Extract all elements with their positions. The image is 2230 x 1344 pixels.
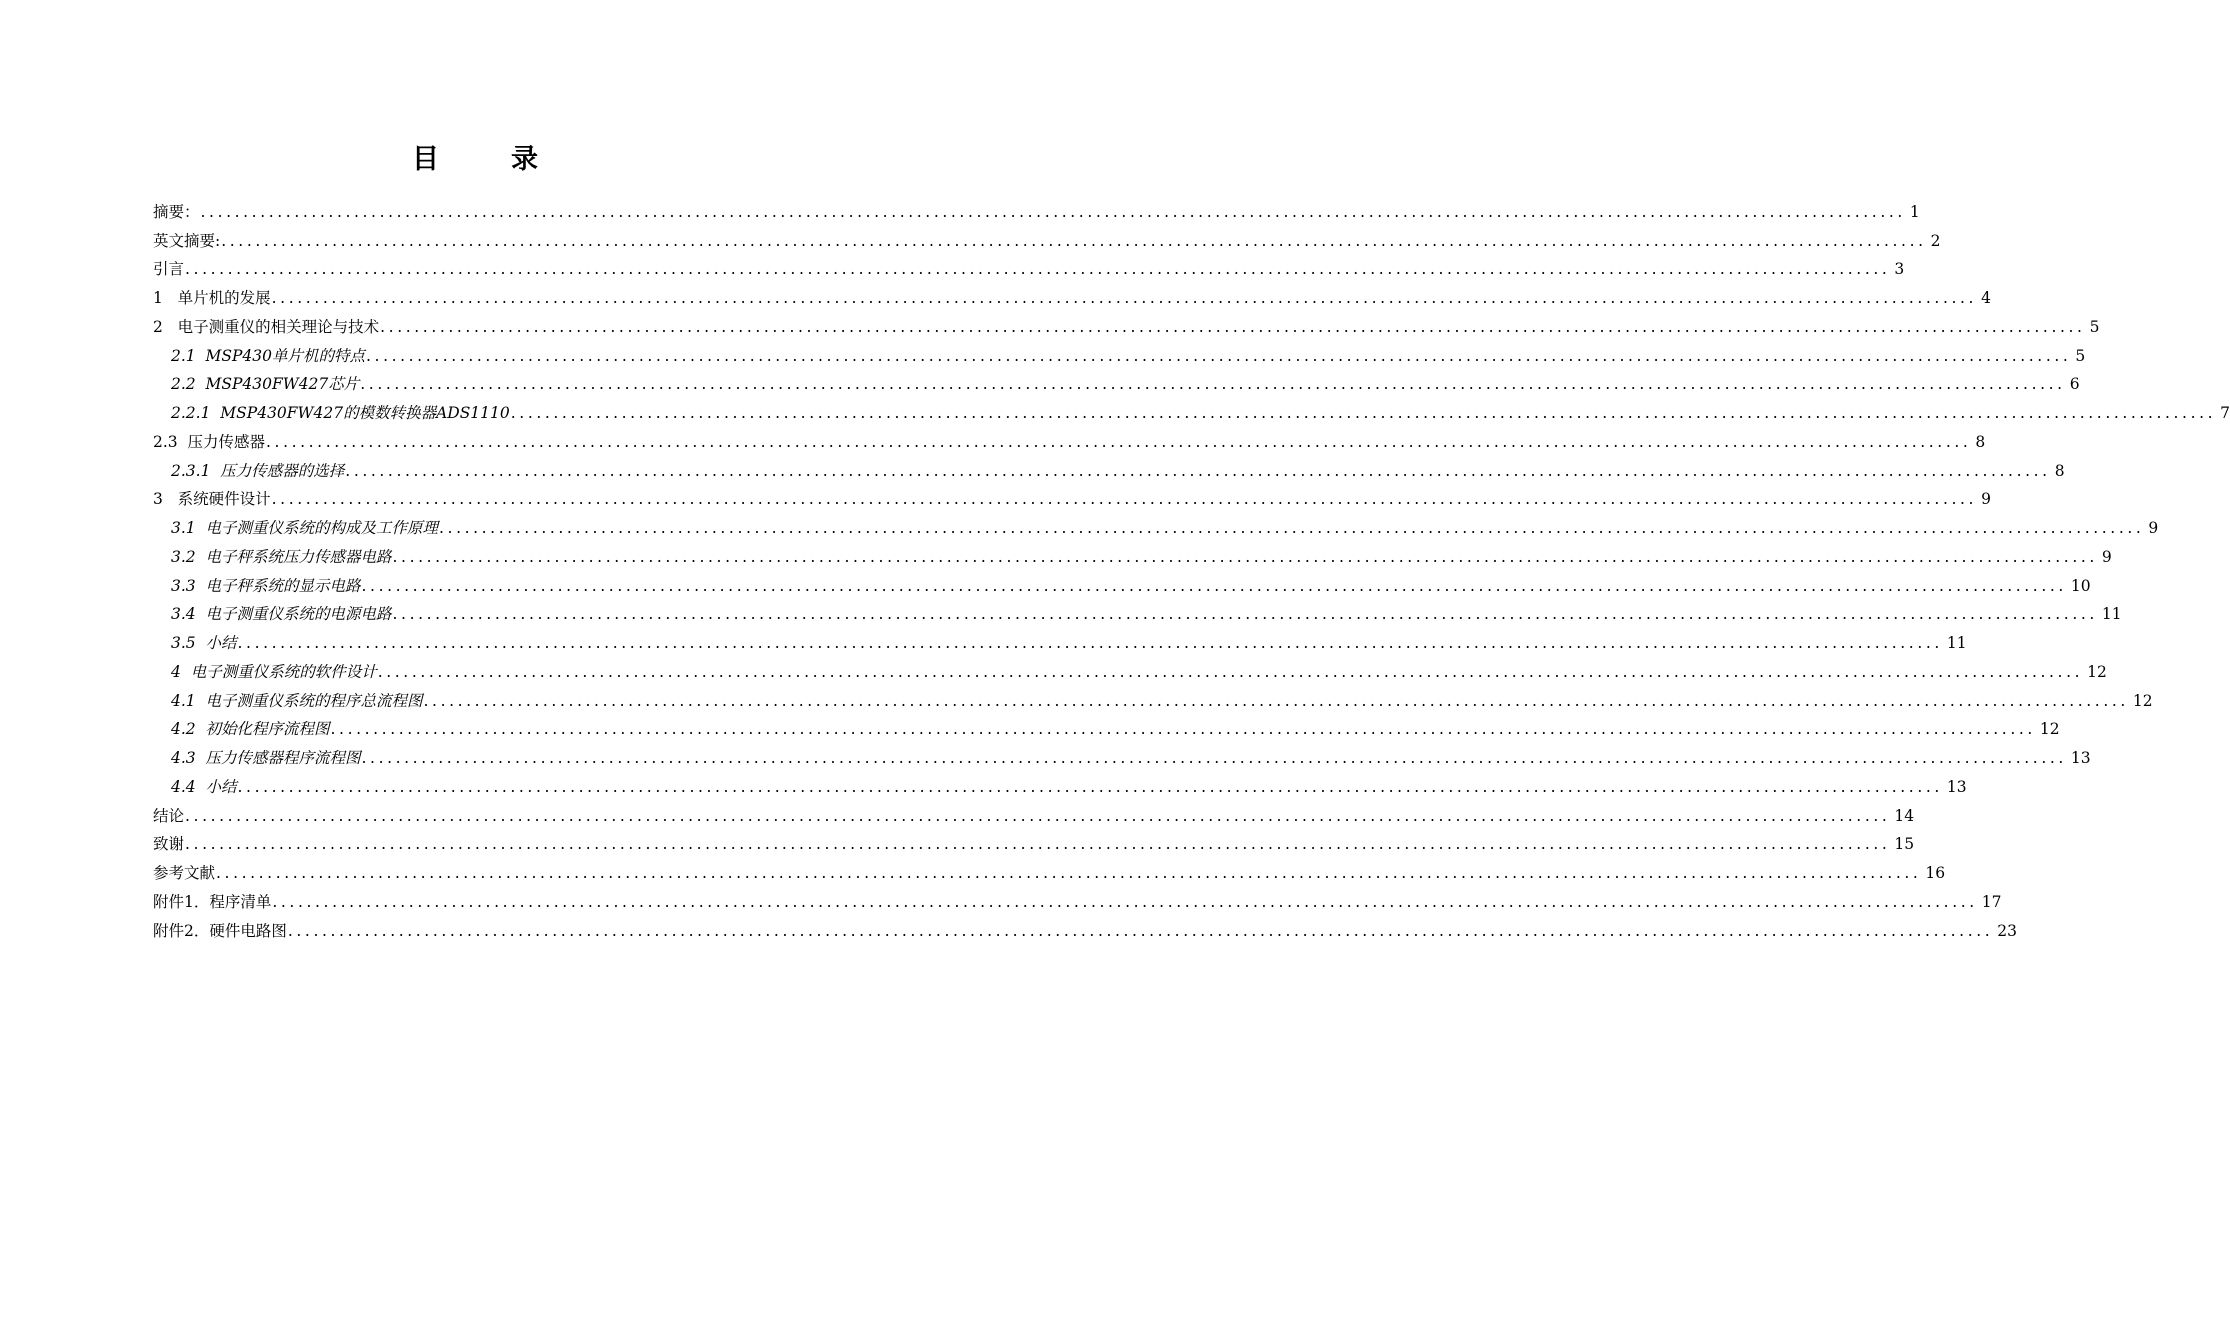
- toc-entry-page: 12: [2132, 691, 2153, 710]
- toc-entry-label: 3.3 电子秤系统的显示电路: [171, 576, 361, 595]
- toc-leader-dots: ........................................................................................................................................................................................................: [380, 317, 2086, 336]
- toc-entry[interactable]: [153, 768, 1967, 797]
- toc-entry-label: 3.5 小结: [171, 634, 237, 652]
- toc-entry-page: 12: [2039, 720, 2060, 739]
- toc-entry-page: 13: [2070, 749, 2091, 767]
- toc-entry-label: 附件2．硬件电路图: [153, 921, 287, 940]
- table-of-contents: [153, 193, 2230, 941]
- toc-entry[interactable]: [153, 366, 2080, 395]
- toc-leader-dots: ........................................................................................................................................................................................................: [287, 921, 1994, 940]
- toc-leader-dots: ........................................................................................................................................................................................................: [271, 289, 1978, 307]
- toc-entry-page: 23: [1997, 921, 2018, 940]
- toc-entry-page: 9: [2148, 519, 2159, 537]
- toc-leader-dots: ........................................................................................................................................................................................................: [185, 260, 1891, 279]
- toc-entry[interactable]: [153, 854, 1946, 883]
- toc-leader-dots: ........................................................................................................................................................................................................: [423, 691, 2129, 710]
- toc-entry-label: 2.1 MSP430单片机的特点: [171, 346, 366, 365]
- toc-entry-page: 15: [1894, 835, 1915, 854]
- toc-leader-dots: ........................................................................................................................................................................................................: [271, 490, 1978, 509]
- toc-entry-label: 2.2 MSP430FW427芯片: [171, 375, 360, 394]
- toc-entry[interactable]: [153, 251, 1905, 280]
- toc-entry-label: 结论: [153, 806, 185, 825]
- toc-title-char-2: 录: [511, 144, 538, 175]
- toc-leader-dots: ........................................................................................................................................................................................................: [439, 519, 2145, 537]
- toc-entry-page: 11: [2101, 605, 2122, 624]
- toc-leader-dots: ........................................................................................................................................................................................................: [392, 547, 2098, 566]
- toc-entry[interactable]: [153, 912, 2018, 941]
- toc-leader-dots: ........................................................................................................................................................................................................: [377, 662, 2084, 681]
- toc-entry-page: 1: [1909, 202, 1920, 221]
- toc-entry-page: 11: [1946, 634, 1967, 652]
- toc-entry-label: 附件1．程序清单: [153, 892, 272, 911]
- toc-entry-page: 6: [2069, 375, 2080, 394]
- toc-entry-page: 10: [2070, 576, 2091, 595]
- toc-entry-page: 13: [1946, 777, 1967, 796]
- toc-entry[interactable]: [153, 481, 1991, 510]
- toc-entry[interactable]: [153, 538, 2112, 567]
- toc-title: [0, 137, 950, 176]
- toc-entry-label: 参考文献: [153, 864, 216, 882]
- toc-leader-dots: ........................................................................................................................................................................................................: [272, 892, 1978, 911]
- toc-entry-label: 致谢: [153, 835, 185, 854]
- toc-entry-page: 16: [1925, 864, 1946, 882]
- toc-entry-page: 3: [1894, 260, 1905, 279]
- toc-entry[interactable]: [153, 826, 1915, 855]
- toc-entry-label: 摘要：: [153, 202, 200, 221]
- toc-entry-page: 9: [2101, 547, 2112, 566]
- toc-leader-dots: ........................................................................................................................................................................................................: [185, 806, 1891, 825]
- toc-entry-label: 英文摘要:: [153, 231, 221, 250]
- toc-entry[interactable]: [153, 596, 2122, 625]
- toc-entry-page: 14: [1894, 806, 1915, 825]
- toc-entry[interactable]: [153, 797, 1915, 826]
- toc-entry-label: 2.3.1 压力传感器的选择: [171, 461, 345, 480]
- toc-entry[interactable]: [153, 567, 2091, 596]
- toc-leader-dots: ........................................................................................................................................................................................................: [216, 864, 1922, 882]
- toc-entry-label: 3.4 电子测重仪系统的电源电路: [171, 605, 392, 624]
- toc-entry-label: 3 系统硬件设计: [153, 490, 271, 509]
- toc-entry[interactable]: [153, 423, 1986, 452]
- toc-leader-dots: ........................................................................................................................................................................................................: [237, 634, 1943, 652]
- toc-leader-dots: ........................................................................................................................................................................................................: [237, 777, 1943, 796]
- toc-entry-label: 2.3 压力传感器: [153, 432, 266, 451]
- toc-leader-dots: ........................................................................................................................................................................................................: [392, 605, 2098, 624]
- toc-entry[interactable]: [153, 308, 2100, 337]
- toc-entry[interactable]: [153, 509, 2159, 538]
- toc-leader-dots: ........................................................................................................................................................................................................: [366, 346, 2072, 365]
- toc-entry[interactable]: [153, 193, 1920, 222]
- toc-entry[interactable]: [153, 682, 2153, 711]
- toc-entry[interactable]: [153, 711, 2060, 740]
- toc-entry[interactable]: [153, 653, 2107, 682]
- toc-entry-page: 4: [1981, 289, 1991, 307]
- toc-entry-page: 9: [1981, 490, 1991, 509]
- toc-leader-dots: ........................................................................................................................................................................................................: [345, 461, 2051, 480]
- toc-title-char-1: 目: [412, 144, 439, 175]
- toc-entry-page: 7: [2220, 404, 2230, 422]
- toc-entry-page: 8: [2054, 461, 2065, 480]
- toc-entry-label: 3.2 电子秤系统压力传感器电路: [171, 547, 392, 566]
- toc-entry-page: 8: [1975, 432, 1986, 451]
- toc-entry-page: 5: [2089, 317, 2100, 336]
- toc-entry-label: 4 电子测重仪系统的软件设计: [171, 662, 377, 681]
- toc-entry[interactable]: [153, 883, 2002, 912]
- toc-leader-dots: ........................................................................................................................................................................................................: [361, 576, 2067, 595]
- toc-leader-dots: ........................................................................................................................................................................................................: [330, 720, 2036, 739]
- toc-entry[interactable]: [153, 739, 2091, 768]
- toc-entry[interactable]: [153, 279, 1991, 308]
- toc-entry-label: 4.3 压力传感器程序流程图: [171, 749, 361, 767]
- toc-leader-dots: ........................................................................................................................................................................................................: [360, 375, 2066, 394]
- toc-entry[interactable]: [153, 394, 2230, 423]
- toc-entry[interactable]: [153, 624, 1967, 653]
- toc-entry-label: 引言: [153, 260, 185, 279]
- toc-entry[interactable]: [153, 452, 2065, 481]
- toc-entry-label: 2.2.1 MSP430FW427的模数转换器ADS1110: [171, 404, 510, 422]
- toc-leader-dots: ........................................................................................................................................................................................................: [200, 202, 1906, 221]
- toc-entry-label: 4.4 小结: [171, 777, 237, 796]
- toc-leader-dots: ........................................................................................................................................................................................................: [221, 231, 1927, 250]
- toc-entry-page: 17: [1981, 892, 2002, 911]
- toc-entry[interactable]: [153, 222, 1941, 251]
- toc-leader-dots: ........................................................................................................................................................................................................: [361, 749, 2067, 767]
- toc-entry-label: 4.1 电子测重仪系统的程序总流程图: [171, 691, 423, 710]
- toc-leader-dots: ........................................................................................................................................................................................................: [266, 432, 1972, 451]
- toc-entry-label: 2 电子测重仪的相关理论与技术: [153, 317, 380, 336]
- toc-entry-label: 4.2 初始化程序流程图: [171, 720, 330, 739]
- toc-entry-page: 2: [1930, 231, 1941, 250]
- toc-leader-dots: ........................................................................................................................................................................................................: [185, 835, 1891, 854]
- toc-entry-page: 12: [2087, 662, 2107, 681]
- toc-entry[interactable]: [153, 337, 2086, 366]
- toc-entry-label: 3.1 电子测重仪系统的构成及工作原理: [171, 519, 439, 537]
- toc-entry-page: 5: [2075, 346, 2086, 365]
- toc-leader-dots: ........................................................................................................................................................................................................: [510, 404, 2217, 422]
- toc-entry-label: 1 单片机的发展: [153, 289, 271, 307]
